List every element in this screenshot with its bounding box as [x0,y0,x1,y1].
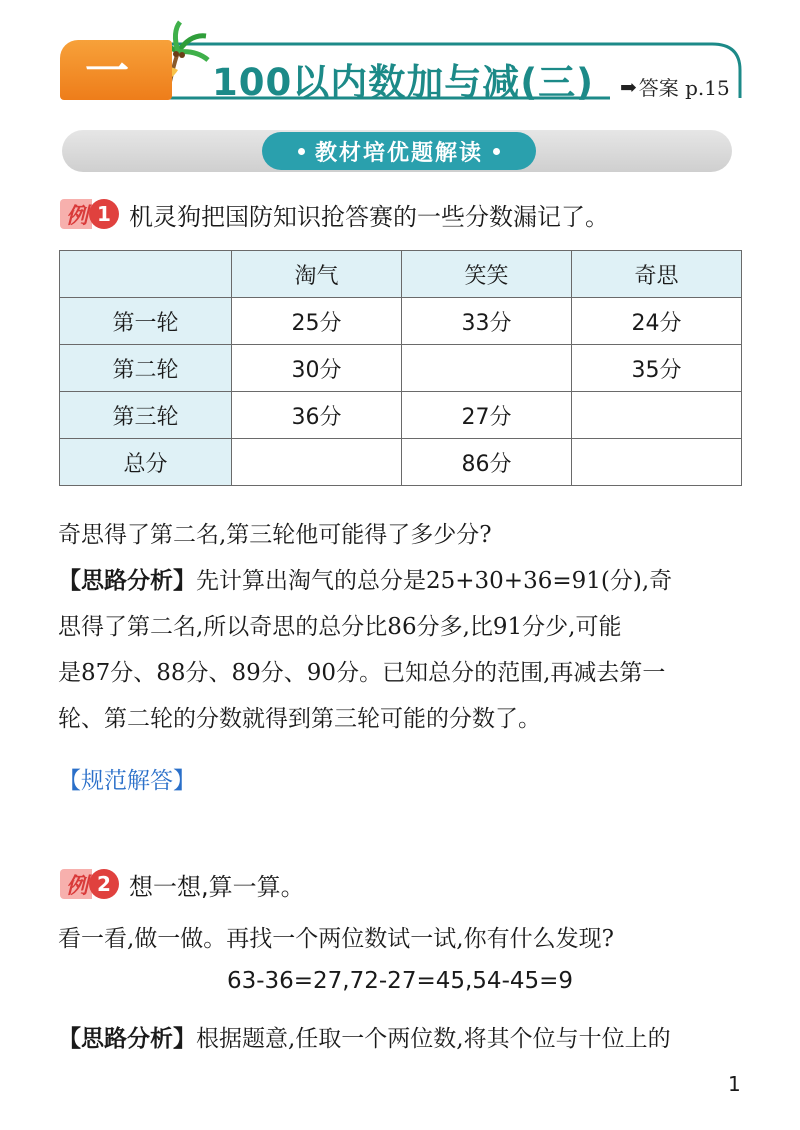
analysis-2 [58,1016,748,1062]
example-prefix: 例 [60,869,92,899]
table-header-cell: 淘气 [232,251,402,298]
section-banner [262,132,536,170]
table-row-label: 第二轮 [60,345,232,392]
example-2-text: 想一想,算一算。 [129,872,305,901]
table-cell: 86分 [402,439,572,486]
score-table [59,250,742,486]
example-prefix: 例 [60,199,92,229]
analysis-tag: 【思路分析】 [58,568,196,594]
section-title: 教材培优题解读 [314,140,483,166]
arrow-right-icon: ➡ [620,74,637,99]
table-cell: 25分 [232,298,402,345]
table-cell-blank [402,345,572,392]
analysis-1 [58,558,748,742]
table-cell: 27分 [402,392,572,439]
table-cell-blank [572,392,742,439]
analysis-1-line: 是87分、88分、89分、90分。已知总分的范围,再减去第一 [58,660,666,686]
table-row-label: 总分 [60,439,232,486]
table-header-cell: 笑笑 [402,251,572,298]
unit-number: 一 [85,46,129,97]
table-header-corner [60,251,232,298]
table-cell: 36分 [232,392,402,439]
table-cell: 24分 [572,298,742,345]
table-cell-blank [572,439,742,486]
table-cell-blank [232,439,402,486]
example-number: 1 [89,199,119,229]
table-cell: 35分 [572,345,742,392]
table-header-row [60,251,742,298]
table-header-cell: 奇思 [572,251,742,298]
example-1-badge [60,196,119,232]
chapter-title: 100以内数加与减(三) [212,61,595,104]
analysis-1-line: 轮、第二轮的分数就得到第三轮可能的分数了。 [58,706,541,732]
chapter-header [0,0,800,110]
equation-2: 63-36=27,72-27=45,54-45=9 [226,968,574,994]
analysis-1-line [58,558,748,604]
question-2: 看一看,做一做。再找一个两位数试一试,你有什么发现? [58,926,614,952]
example-1-text: 机灵狗把国防知识抢答赛的一些分数漏记了。 [129,202,610,231]
banner-dot-right [493,148,500,155]
analysis-2-line-1-text: 根据题意,任取一个两位数,将其个位与十位上的 [196,1026,671,1052]
standard-answer-tag [58,758,748,804]
table-cell: 30分 [232,345,402,392]
table-cell: 33分 [402,298,572,345]
standard-answer-label: 【规范解答】 [58,768,196,794]
table-row-label: 第三轮 [60,392,232,439]
example-number: 2 [89,869,119,899]
answer-reference-text: 答案 p.15 [638,76,730,100]
unit-tab [60,40,172,100]
analysis-2-line [58,1016,748,1062]
table-row [60,345,742,392]
table-row [60,298,742,345]
table-row [60,439,742,486]
question-1: 奇思得了第二名,第三轮他可能得了多少分? [58,522,492,548]
analysis-1-line-1-text: 先计算出淘气的总分是25+30+36=91(分),奇 [196,568,673,594]
answer-reference[interactable] [620,72,730,101]
analysis-1-line: 思得了第二名,所以奇思的总分比86分多,比91分少,可能 [58,614,622,640]
example-1-heading [60,196,609,232]
analysis-tag: 【思路分析】 [58,1026,196,1052]
page-number: 1 [728,1072,741,1096]
table-row-label: 第一轮 [60,298,232,345]
banner-dot-left [298,148,305,155]
example-2-badge [60,866,119,902]
example-2-heading [60,866,305,902]
table-row [60,392,742,439]
